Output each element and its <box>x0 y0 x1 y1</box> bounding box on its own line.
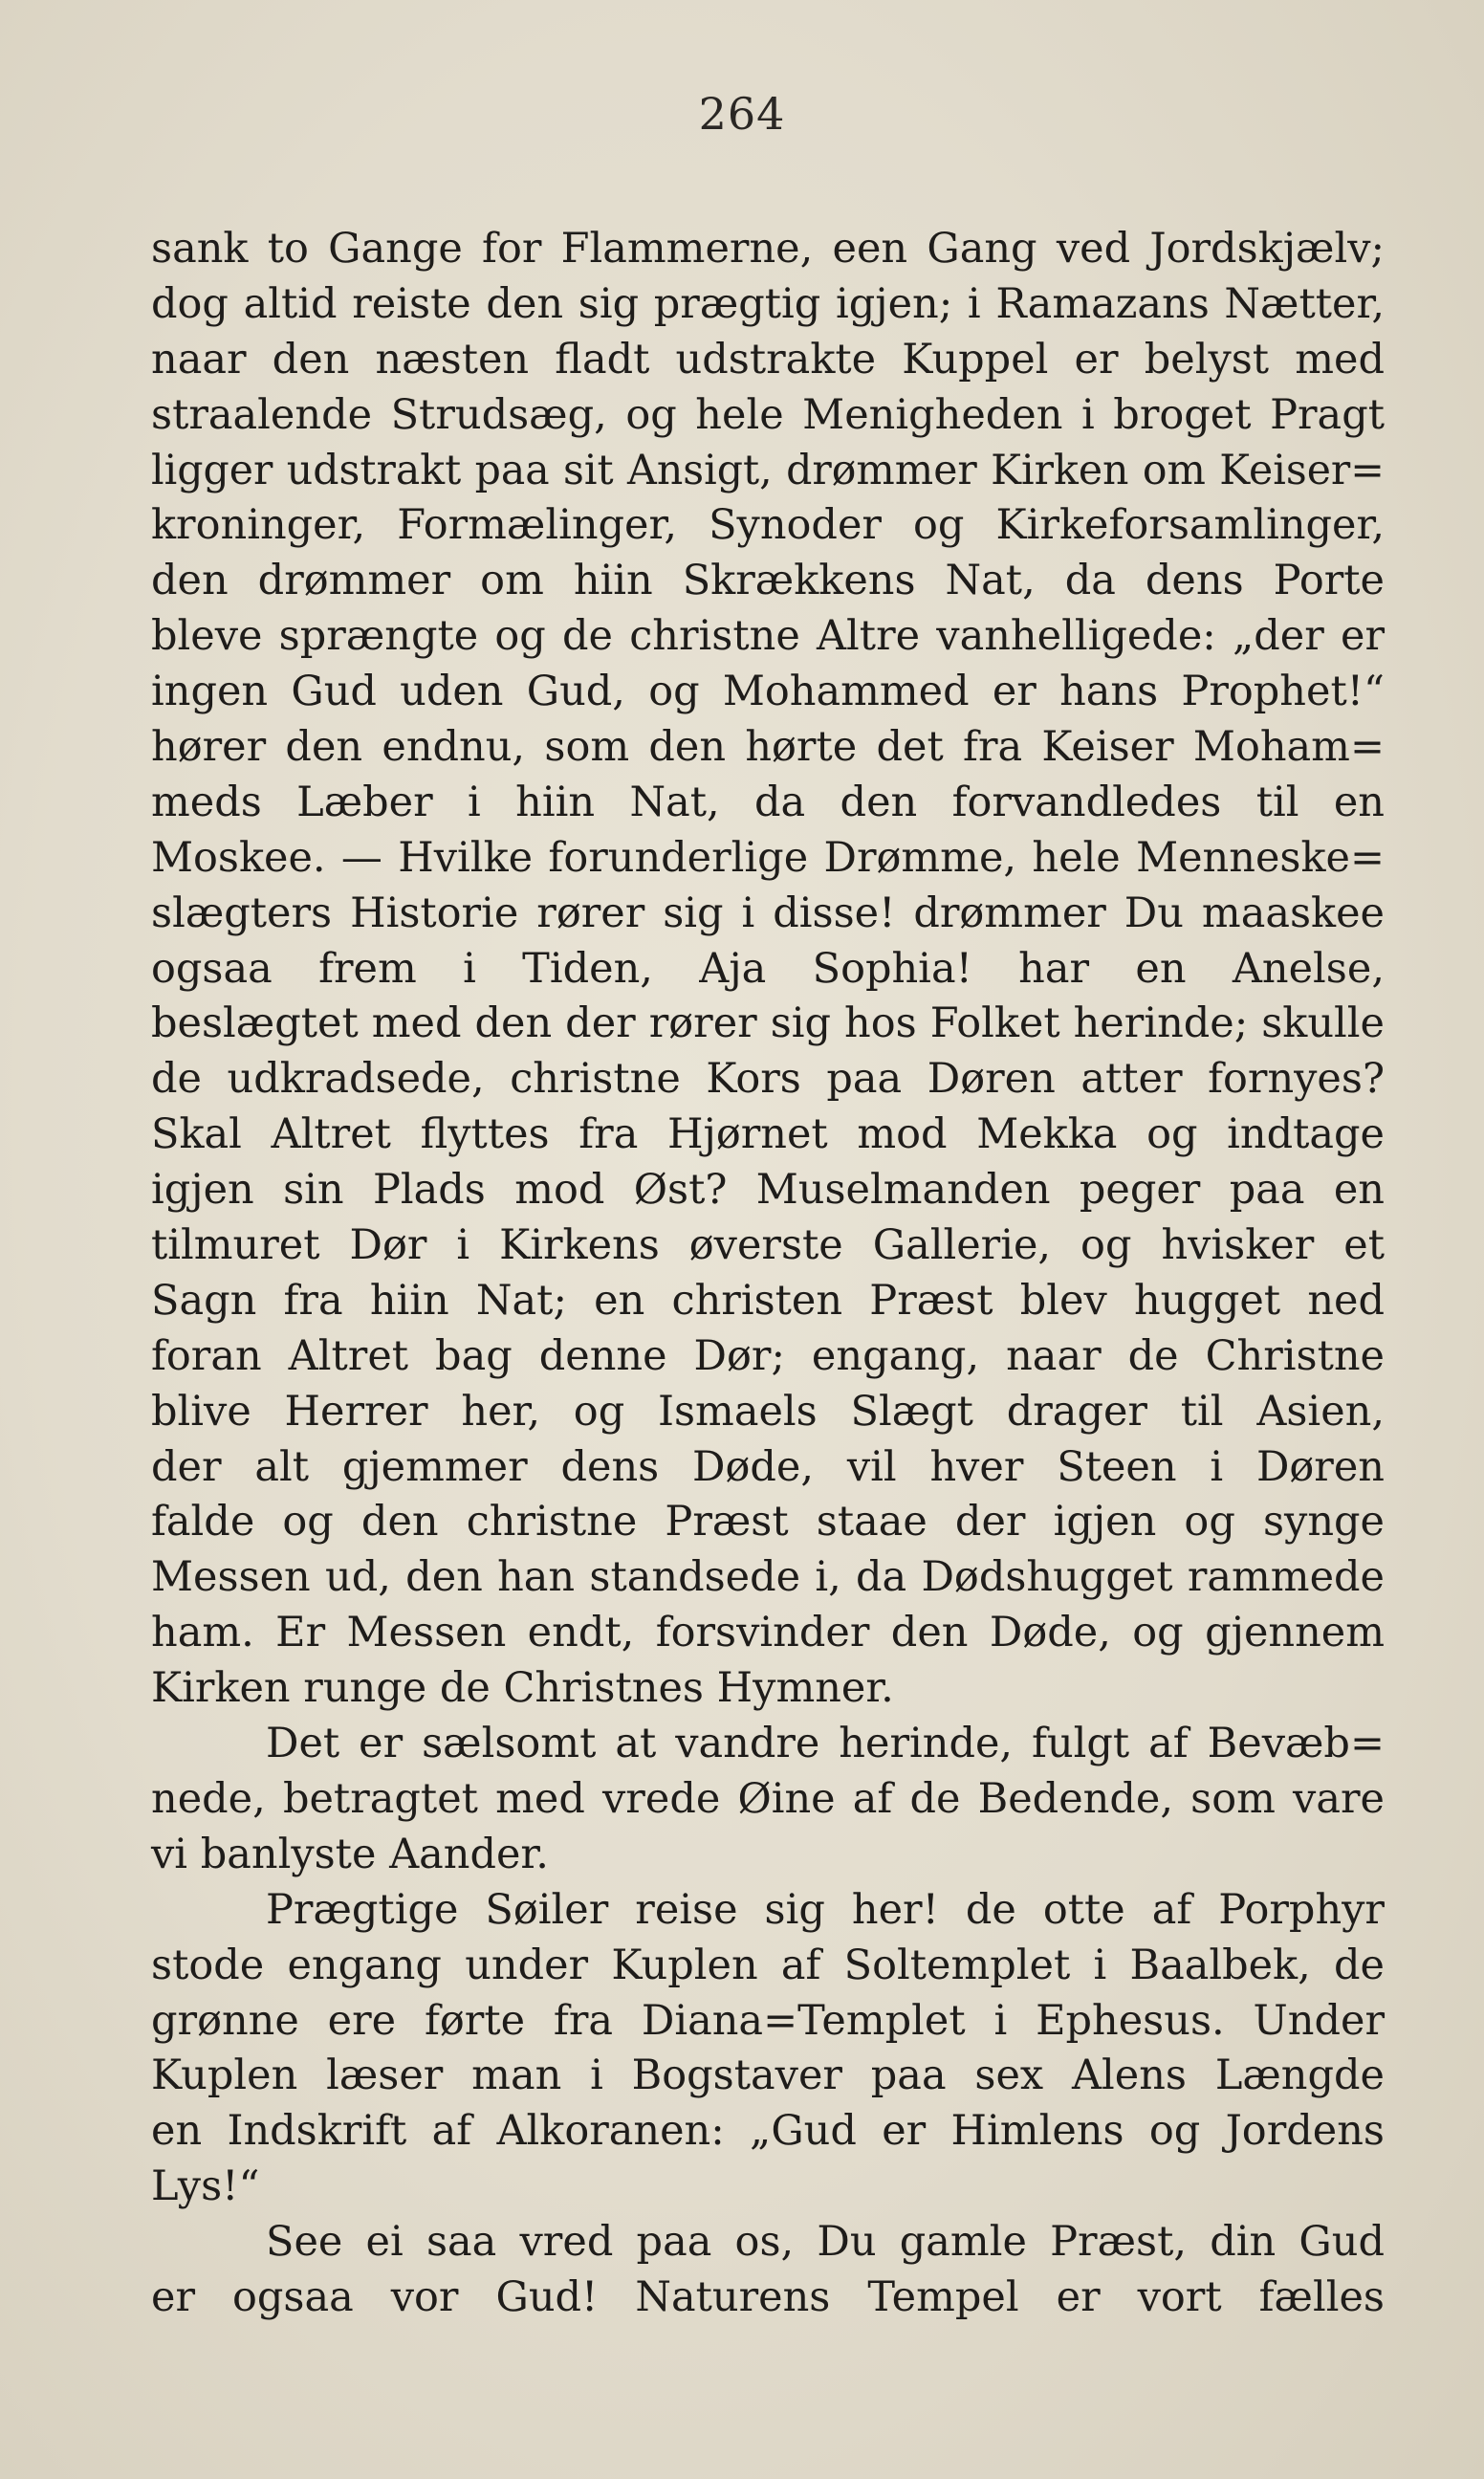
text-line: dog altid reiste den sig prægtig igjen; i Ramazans Nætter, <box>151 279 1385 328</box>
text-line: tilmuret Dør i Kirkens øverste Gallerie, og hvisker et <box>151 1221 1385 1270</box>
text-line: ligger udstrakt paa sit Ansigt, drømmer Kirken om Keiser= <box>151 446 1385 494</box>
text-line: Prægtige Søiler reise sig her! de otte af Porphyr <box>266 1885 1385 1934</box>
text-line: Lys!“ <box>151 2162 260 2211</box>
text-line: der alt gjemmer dens Døde, vil hver Steen i Døren <box>151 1442 1385 1491</box>
text-line: Sagn fra hiin Nat; en christen Præst blev hugget ned <box>151 1276 1385 1325</box>
text-line: foran Altret bag denne Dør; engang, naar de Christne <box>151 1331 1385 1380</box>
text-line: ogsaa frem i Tiden, Aja Sophia! har en Anelse, <box>151 944 1385 993</box>
text-line: kroninger, Formælinger, Synoder og Kirkeforsamlinger, <box>151 501 1385 550</box>
text-line: Moskee. — Hvilke forunderlige Drømme, hele Menneske= <box>151 833 1385 882</box>
text-line: naar den næsten fladt udstrakte Kuppel er belyst med <box>151 335 1385 384</box>
text-line: er ogsaa vor Gud! Naturens Tempel er vort fælles <box>151 2272 1385 2321</box>
text-line: meds Læber i hiin Nat, da den forvandledes til en <box>151 778 1385 826</box>
page-number: 264 <box>698 88 786 140</box>
text-line: straalende Strudsæg, og hele Menigheden i broget Pragt <box>151 390 1385 439</box>
text-line: See ei saa vred paa os, Du gamle Præst, din Gud <box>266 2218 1385 2267</box>
text-line: sank to Gange for Flammerne, een Gang ved Jordskjælv; <box>151 225 1385 273</box>
text-line: hører den endnu, som den hørte det fra Keiser Moham= <box>151 723 1385 772</box>
text-line: den drømmer om hiin Skrækkens Nat, da dens Porte <box>151 557 1385 605</box>
text-line: stode engang under Kuplen af Soltemplet i Baalbek, de <box>151 1941 1385 1989</box>
text-line: bleve sprængte og de christne Altre vanhelligede: „der er <box>151 612 1385 661</box>
text-line: Skal Altret flyttes fra Hjørnet mod Mekka og indtage <box>151 1110 1385 1159</box>
body-text <box>151 222 1385 2326</box>
text-line: Kuplen læser man i Bogstaver paa sex Alens Længde <box>151 2051 1385 2100</box>
text-line: Kirken runge de Christnes Hymner. <box>151 1664 894 1713</box>
text-line: vi banlyste Aander. <box>151 1830 549 1878</box>
text-line: blive Herrer her, og Ismaels Slægt drager til Asien, <box>151 1387 1385 1436</box>
text-line: de udkradsede, christne Kors paa Døren atter fornyes? <box>151 1055 1385 1104</box>
text-line: ingen Gud uden Gud, og Mohammed er hans Prophet!“ <box>151 668 1385 716</box>
text-line: Det er sælsomt at vandre herinde, fulgt af Bevæb= <box>266 1720 1385 1768</box>
text-line: ham. Er Messen endt, forsvinder den Døde, og gjennem <box>151 1609 1385 1657</box>
text-line: igjen sin Plads mod Øst? Muselmanden peger paa en <box>151 1166 1385 1215</box>
text-line: grønne ere førte fra Diana=Templet i Ephesus. Under <box>151 1996 1385 2045</box>
text-line: slægters Historie rører sig i disse! drømmer Du maaskee <box>151 888 1385 937</box>
text-line: nede, betragtet med vrede Øine af de Bedende, som vare <box>151 1774 1385 1823</box>
text-line: Messen ud, den han standsede i, da Dødshugget rammede <box>151 1553 1385 1602</box>
text-line: beslægtet med den der rører sig hos Folket herinde; skulle <box>151 999 1385 1048</box>
text-line: falde og den christne Præst staae der igjen og synge <box>151 1498 1385 1547</box>
text-line: en Indskrift af Alkoranen: „Gud er Himlens og Jordens <box>151 2107 1385 2156</box>
